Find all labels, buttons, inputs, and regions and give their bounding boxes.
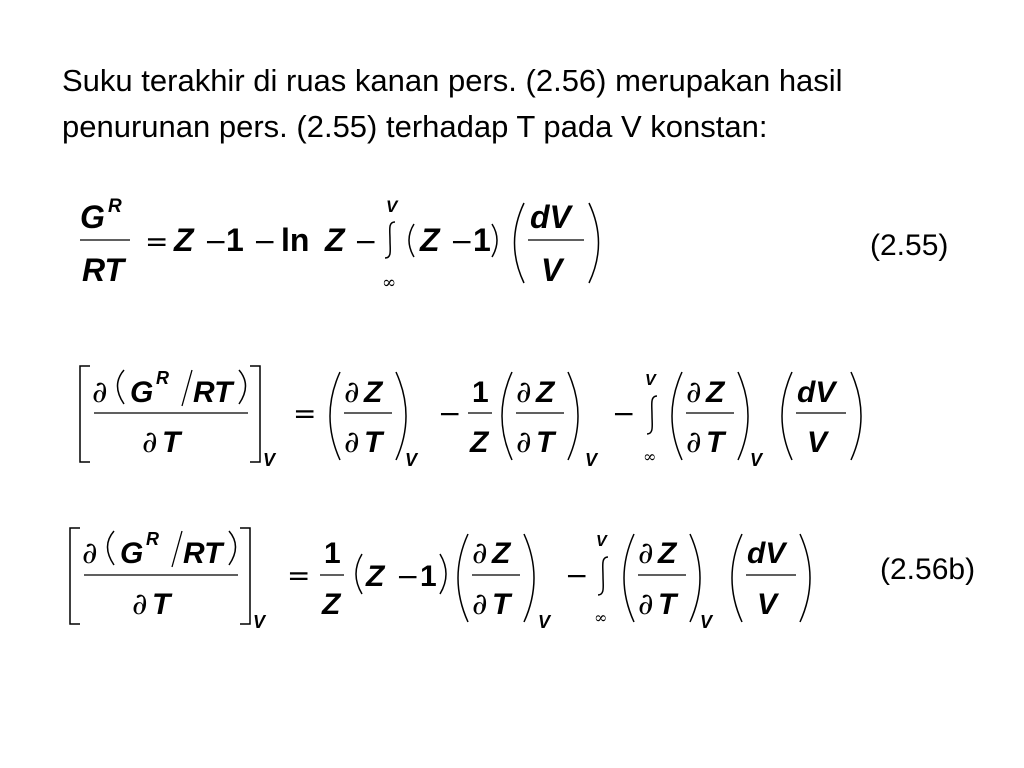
subscript-V: V: [585, 450, 598, 470]
left-paren: [624, 534, 634, 622]
left-paren: [458, 534, 468, 622]
var-Z: Z: [492, 537, 511, 570]
number-one: 1: [472, 376, 489, 409]
var-Z: Z: [366, 560, 385, 593]
right-paren: [524, 534, 534, 622]
var-G: G: [80, 199, 105, 235]
var-T: T: [162, 426, 181, 459]
left-paren: [108, 531, 115, 565]
intro-paragraph: Suku terakhir di ruas kanan pers. (2.56) merupakan hasil penurunan pers. (2.55) terhadap T pada V konstan:: [62, 63, 843, 144]
left-paren: [732, 534, 742, 622]
var-G: G: [120, 537, 144, 570]
partial-symbol: ∂: [344, 375, 360, 410]
ln-operator: ln: [281, 222, 310, 258]
subscript-V: V: [538, 612, 551, 632]
partial-symbol: ∂: [638, 587, 654, 622]
minus-sign: −: [438, 397, 462, 430]
var-Z: Z: [420, 222, 440, 258]
var-Z: Z: [322, 588, 341, 621]
var-T: T: [658, 588, 677, 621]
number-one: 1: [420, 560, 437, 593]
upper-limit-V: V: [596, 533, 607, 550]
frac-dV: dV: [747, 537, 786, 570]
partial-symbol: ∂: [92, 375, 108, 410]
var-T: T: [706, 426, 725, 459]
lower-limit-infinity: ∞: [594, 608, 608, 627]
number-one: 1: [473, 222, 491, 258]
lower-limit-infinity: ∞: [382, 273, 397, 293]
partial-symbol: ∂: [686, 375, 702, 410]
minus-sign: −: [253, 225, 277, 258]
partial-symbol: ∂: [82, 536, 98, 571]
var-Z: Z: [174, 222, 194, 258]
var-Z: Z: [658, 537, 677, 570]
partial-symbol: ∂: [686, 425, 702, 460]
var-G: G: [130, 376, 154, 409]
sup-R: R: [108, 196, 122, 217]
equation-number-2-55: (2.55): [870, 229, 949, 262]
subscript-V: V: [253, 612, 266, 632]
upper-limit-V: V: [645, 372, 656, 389]
partial-symbol: ∂: [516, 375, 532, 410]
minus-sign: −: [354, 225, 378, 258]
var-T: T: [152, 588, 171, 621]
var-Z: Z: [470, 426, 489, 459]
partial-symbol: ∂: [142, 425, 158, 460]
partial-symbol: ∂: [516, 425, 532, 460]
var-Z: Z: [325, 222, 345, 258]
subscript-V: V: [405, 450, 418, 470]
partial-symbol: ∂: [472, 587, 488, 622]
frac-dV: dV: [530, 199, 571, 235]
var-T: T: [492, 588, 511, 621]
integral-sign: [598, 557, 608, 595]
subscript-V: V: [263, 450, 276, 470]
left-bracket: [70, 528, 80, 624]
equation-number-2-56b: (2.56b): [880, 553, 976, 586]
var-T: T: [536, 426, 555, 459]
minus-sign: −: [565, 559, 589, 592]
var-Z: Z: [536, 376, 555, 409]
partial-symbol: ∂: [132, 587, 148, 622]
partial-symbol: ∂: [472, 536, 488, 571]
sup-R: R: [146, 529, 159, 549]
sup-R: R: [156, 368, 169, 388]
var-RT: RT: [82, 252, 125, 288]
frac-V: V: [757, 588, 778, 621]
minus-sign: −: [450, 225, 474, 258]
var-Z: Z: [706, 376, 725, 409]
right-paren: [800, 534, 810, 622]
equals-sign: =: [287, 559, 311, 592]
number-one: 1: [226, 222, 244, 258]
var-RT: RT: [193, 376, 233, 409]
partial-symbol: ∂: [344, 425, 360, 460]
right-paren: [440, 554, 446, 594]
var-Z: Z: [364, 376, 383, 409]
number-one: 1: [324, 537, 341, 570]
subscript-V: V: [700, 612, 713, 632]
right-paren: [229, 531, 236, 565]
equals-sign: =: [293, 397, 317, 430]
subscript-V: V: [750, 450, 763, 470]
minus-sign: −: [612, 397, 636, 430]
left-paren: [356, 554, 362, 594]
minus-sign: −: [396, 560, 420, 593]
right-paren: [690, 534, 700, 622]
slash: [172, 531, 182, 567]
frac-V: V: [541, 252, 563, 288]
upper-limit-V: V: [386, 197, 398, 216]
frac-dV: dV: [797, 376, 836, 409]
var-T: T: [364, 426, 383, 459]
equals-sign: =: [145, 225, 169, 258]
frac-V: V: [807, 426, 828, 459]
minus-sign: −: [204, 225, 228, 258]
partial-symbol: ∂: [638, 536, 654, 571]
lower-limit-infinity: ∞: [643, 447, 657, 466]
var-RT: RT: [183, 537, 223, 570]
right-bracket: [240, 528, 250, 624]
